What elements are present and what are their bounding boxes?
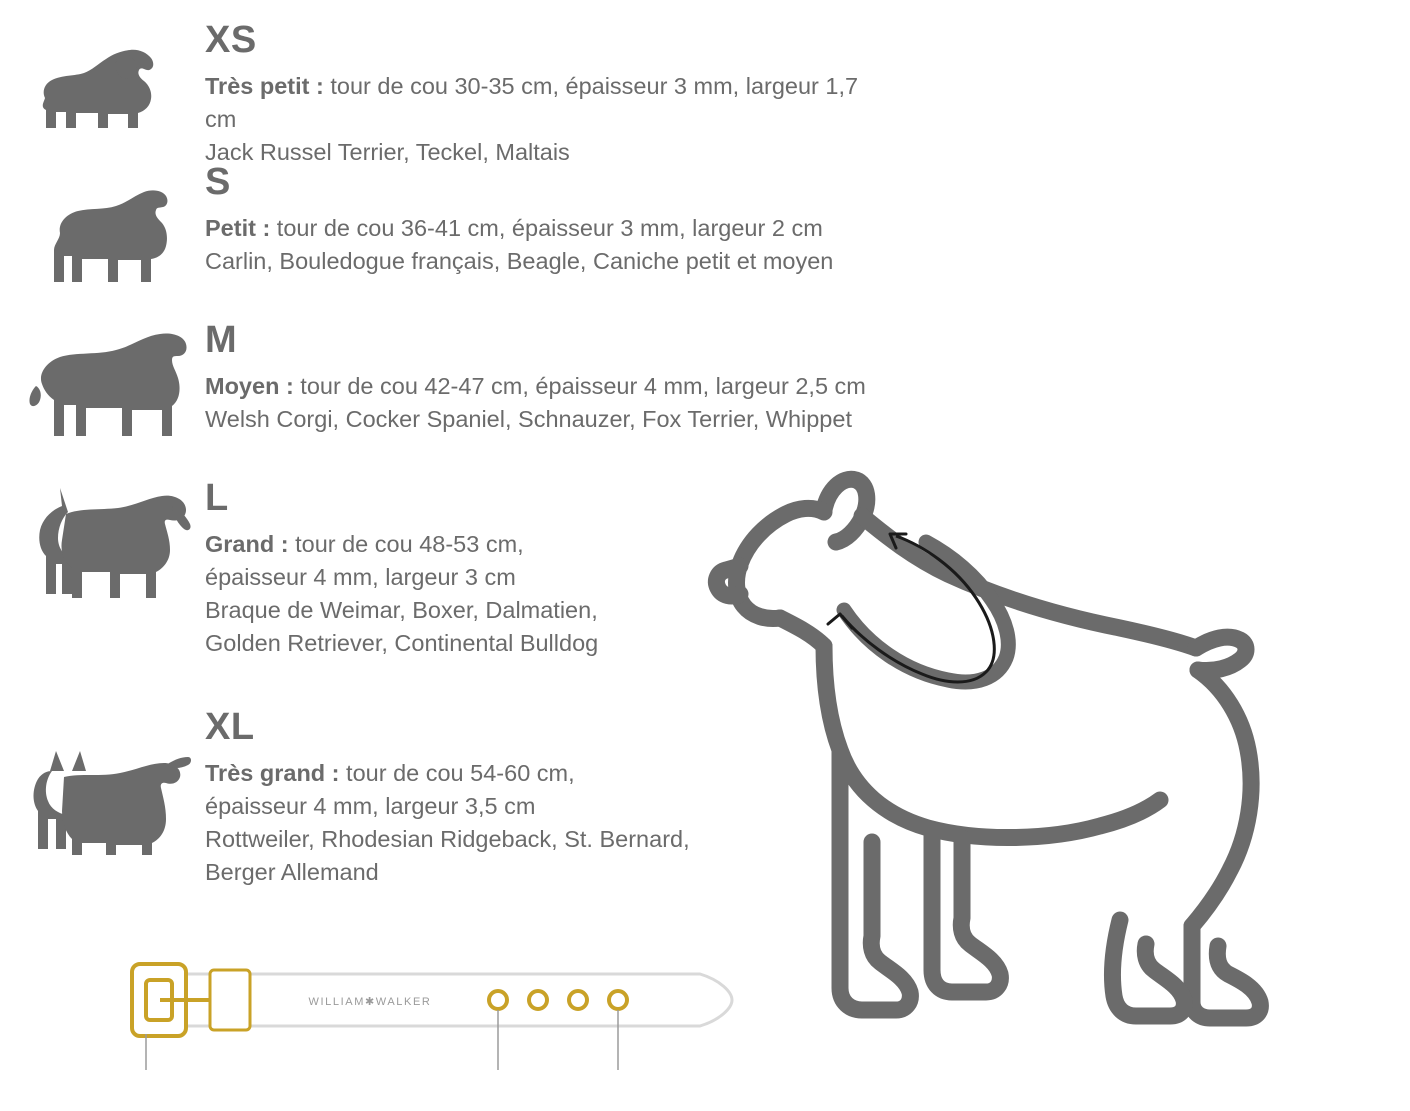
size-breeds-xl-line2: Berger Allemand [205,859,379,885]
size-breeds-xl: Rottweiler, Rhodesian Ridgeback, St. Bernard, [205,826,690,852]
size-breeds-l-line2: Golden Retriever, Continental Bulldog [205,630,599,656]
size-measure-text-xs: tour de cou 30-35 cm, épaisseur 3 mm, largeur 1,7 cm [205,73,859,132]
size-breeds-xs: Jack Russel Terrier, Teckel, Maltais [205,139,570,165]
size-measure-text-m: tour de cou 42-47 cm, épaisseur 4 mm, largeur 2,5 cm [293,373,866,399]
size-label-bold-l: Grand : [205,531,289,557]
size-text-s [205,160,895,278]
size-measurements-xs [205,70,895,136]
size-measurements-s [205,212,895,245]
dog-silhouette-l-icon [20,478,190,608]
size-measurements-l-line2: épaisseur 4 mm, largeur 3 cm [205,564,516,590]
size-measurements-m [205,370,895,403]
size-code-m: M [205,319,238,361]
size-label-bold-m: Moyen : [205,373,294,399]
size-measure-text-l: tour de cou 48-53 cm, [288,531,524,557]
size-breeds-l: Braque de Weimar, Boxer, Dalmatien, [205,597,598,623]
size-label-bold-s: Petit : [205,215,271,241]
collar-diagram [60,950,770,1090]
size-code-xs: XS [205,19,257,61]
dog-silhouette-xl-icon [20,727,190,857]
dog-silhouette-xs-icon [20,36,190,166]
dog-silhouette-m-icon [20,326,190,456]
size-measure-text-xl: tour de cou 54-60 cm, [339,760,575,786]
size-measurements-xl-line2: épaisseur 4 mm, largeur 3,5 cm [205,793,536,819]
collar-brand-label: WILLIAM✱WALKER [308,996,432,1008]
size-code-xl: XL [205,706,255,748]
size-label-bold-xl: Très grand : [205,760,340,786]
size-text-m [205,318,895,436]
dog-silhouette-s-icon [20,178,190,308]
size-measure-text-s: tour de cou 36-41 cm, épaisseur 3 mm, largeur 2 cm [270,215,823,241]
size-code-l: L [205,477,229,519]
size-breeds-m: Welsh Corgi, Cocker Spaniel, Schnauzer, Fox Terrier, Whippet [205,406,852,432]
size-code-s: S [205,161,231,203]
size-label-bold-xs: Très petit : [205,73,324,99]
dog-outline-with-collar-icon [700,450,1410,1090]
size-breeds-s: Carlin, Bouledogue français, Beagle, Caniche petit et moyen [205,248,834,274]
size-text-xs [205,18,895,169]
